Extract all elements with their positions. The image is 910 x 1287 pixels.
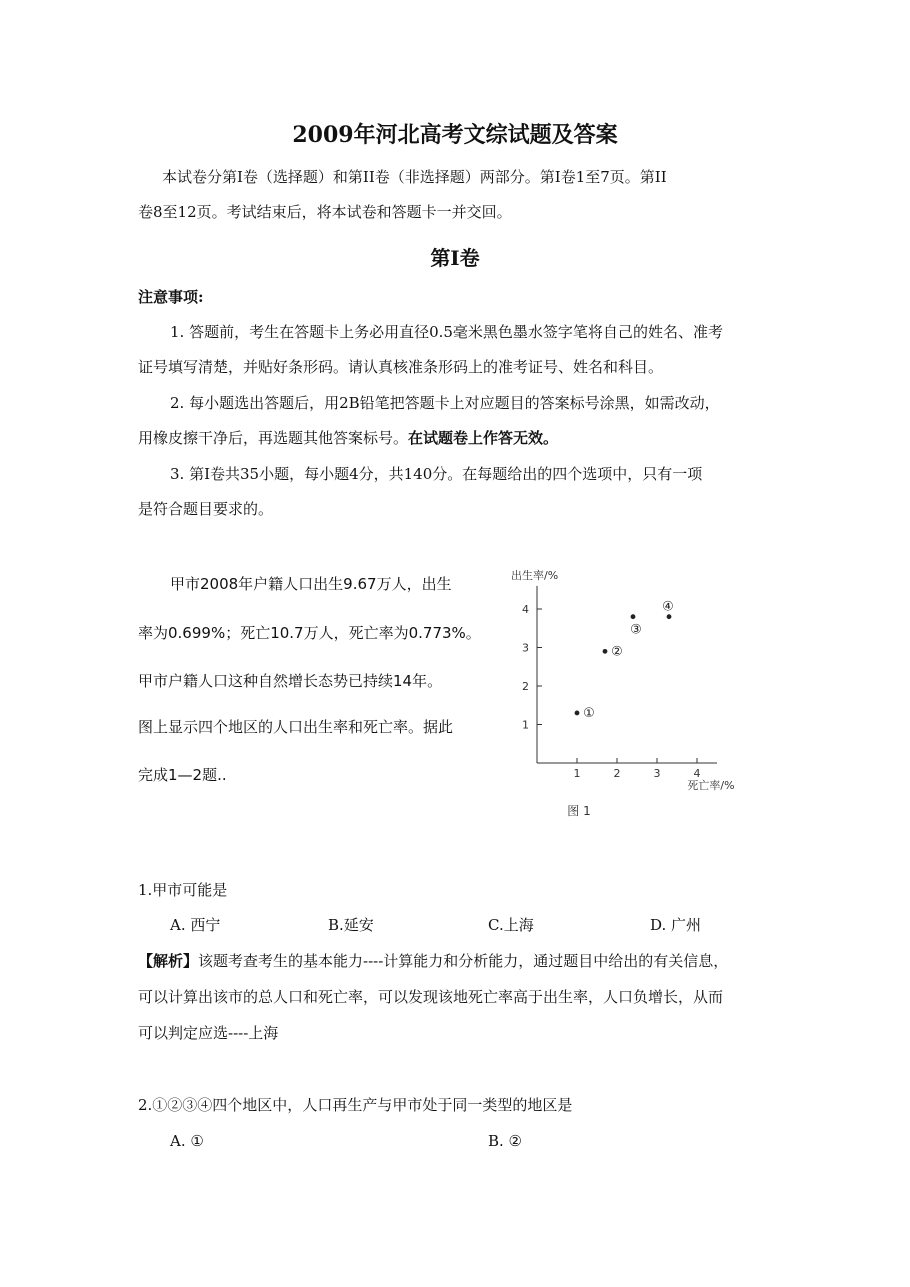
passage-line-5: 完成1—2题.. [138, 766, 227, 784]
analysis-label: 【解析】 [138, 952, 199, 970]
data-point [631, 614, 636, 619]
analysis-text: 该题考查考生的基本能力----计算能力和分析能力，通过题目中给出的有关信息， [198, 952, 729, 970]
birth-death-rate-scatter-chart [505, 565, 745, 830]
q1-option-d: D. 广州 [650, 916, 702, 934]
page-title: 2009年河北高考文综试题及答案 [292, 122, 618, 148]
note-2-text: 用橡皮擦干净后，再选题其他答案标号。 [138, 429, 409, 447]
notes-heading: 注意事项: [138, 288, 204, 306]
data-point [603, 649, 608, 654]
note-1-line-2: 证号填写清楚，并贴好条形码。请认真核准条形码上的准考证号、姓名和科目。 [138, 358, 664, 376]
x-tick-label: 4 [693, 767, 701, 780]
note-2-line-2 [138, 431, 558, 446]
intro-line-1: 本试卷分第Ⅰ卷（选择题）和第II卷（非选择题）两部分。第Ⅰ卷1至7页。第II [162, 168, 667, 186]
note-1-line-1: 1. 答题前，考生在答题卡上务必用直径0.5毫米黑色墨水签字笔将自己的姓名、准考 [170, 323, 723, 341]
analysis-line-1 [138, 954, 728, 969]
passage-line-3: 甲市户籍人口这种自然增长态势已持续14年。 [138, 672, 443, 690]
y-axis-title: 出生率/% [511, 569, 559, 582]
q1-option-c: C.上海 [488, 916, 534, 934]
q2-option-a: A. ① [170, 1132, 204, 1150]
data-point-label: ④ [662, 599, 674, 615]
note-3-line-1: 3. 第Ⅰ卷共35小题，每小题4分，共140分。在每题给出的四个选项中，只有一项 [170, 465, 703, 483]
question-1-stem: 1.甲市可能是 [138, 881, 228, 899]
note-2-emphasis: 在试题卷上作答无效。 [408, 429, 559, 447]
y-tick-label: 1 [522, 718, 529, 732]
question-2-stem: 2.①②③④四个地区中，人口再生产与甲市处于同一类型的地区是 [138, 1096, 573, 1114]
data-point-label: ① [583, 705, 595, 721]
note-2-line-1: 2. 每小题选出答题后，用2B铅笔把答题卡上对应题目的答案标号涂黑，如需改动， [170, 394, 720, 412]
intro-line-2: 卷8至12页。考试结束后，将本试卷和答题卡一并交回。 [138, 203, 512, 221]
chart-caption: 图 1 [567, 804, 591, 818]
data-point-label: ③ [630, 622, 642, 638]
y-tick-label: 2 [522, 680, 529, 693]
x-tick-label: 1 [573, 767, 581, 780]
passage-line-2: 率为0.699%；死亡10.7万人，死亡率为0.773%。 [138, 624, 481, 642]
passage-line-4: 图上显示四个地区的人口出生率和死亡率。据此 [138, 718, 454, 736]
analysis-line-3: 可以判定应选----上海 [138, 1024, 279, 1042]
y-tick-label: 3 [522, 641, 529, 655]
section-title: 第Ⅰ卷 [430, 246, 480, 270]
x-tick-label: 2 [613, 767, 621, 780]
q1-option-b: B.延安 [328, 916, 374, 934]
q2-option-b: B. ② [488, 1132, 523, 1150]
passage-line-1: 甲市2008年户籍人口出生9.67万人，出生 [170, 575, 452, 593]
q1-option-a: A. 西宁 [170, 916, 221, 934]
y-tick-label: 4 [522, 603, 529, 616]
analysis-line-2: 可以计算出该市的总人口和死亡率，可以发现该地死亡率高于出生率，人口负增长，从而 [138, 988, 724, 1006]
x-tick-label: 3 [653, 767, 661, 780]
note-3-line-2: 是符合题目要求的。 [138, 500, 274, 518]
x-axis-title: 死亡率/% [687, 779, 735, 792]
data-point [575, 711, 580, 716]
data-point-label: ② [611, 644, 623, 660]
data-point [667, 614, 672, 619]
